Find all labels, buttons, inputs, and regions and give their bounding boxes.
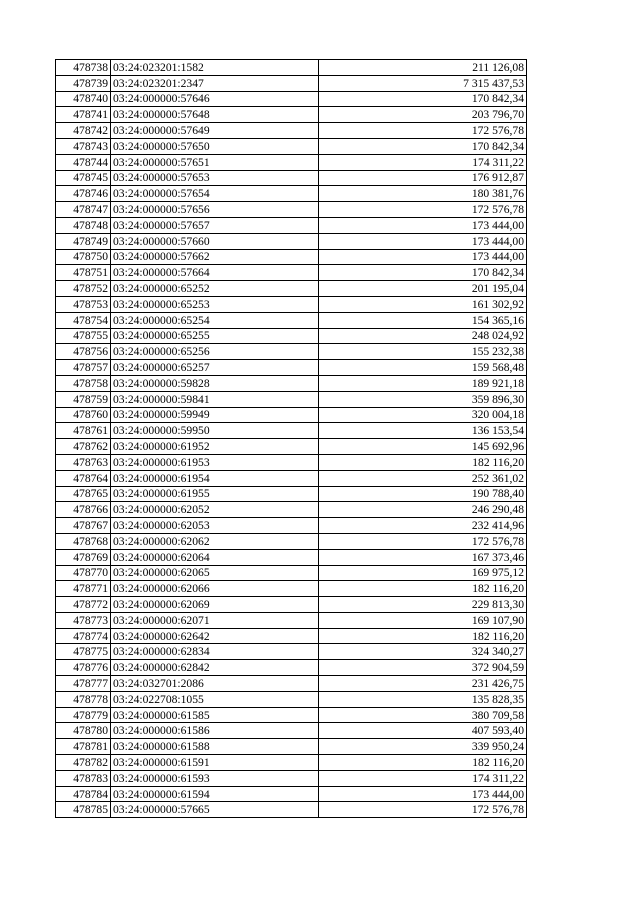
table-row (56, 597, 527, 613)
row-id-cell: 478771 (56, 581, 111, 597)
cadastral-number-cell: 03:24:000000:61594 (111, 786, 319, 802)
row-id-cell: 478766 (56, 502, 111, 518)
row-id-cell: 478749 (56, 233, 111, 249)
row-id-cell: 478784 (56, 786, 111, 802)
cadastral-number-cell: 03:24:000000:59949 (111, 407, 319, 423)
table-row (56, 249, 527, 265)
table-row (56, 454, 527, 470)
value-cell: 172 576,78 (319, 802, 527, 818)
table-row (56, 723, 527, 739)
row-id-cell: 478765 (56, 486, 111, 502)
cadastral-number-cell: 03:24:000000:61591 (111, 755, 319, 771)
cadastral-number-cell: 03:24:000000:62053 (111, 518, 319, 534)
value-cell: 159 568,48 (319, 360, 527, 376)
cadastral-number-cell: 03:24:000000:62842 (111, 660, 319, 676)
cadastral-number-cell: 03:24:023201:2347 (111, 75, 319, 91)
cadastral-number-cell: 03:24:000000:65256 (111, 344, 319, 360)
value-cell: 182 116,20 (319, 755, 527, 771)
cadastral-number-cell: 03:24:000000:57665 (111, 802, 319, 818)
table-row (56, 518, 527, 534)
cadastral-number-cell: 03:24:000000:61586 (111, 723, 319, 739)
cadastral-number-cell: 03:24:000000:65254 (111, 312, 319, 328)
value-cell: 229 813,30 (319, 597, 527, 613)
table-row (56, 739, 527, 755)
table-row (56, 644, 527, 660)
table-row (56, 312, 527, 328)
value-cell: 155 232,38 (319, 344, 527, 360)
table-row (56, 217, 527, 233)
row-id-cell: 478748 (56, 217, 111, 233)
table-row (56, 565, 527, 581)
row-id-cell: 478779 (56, 707, 111, 723)
value-cell: 173 444,00 (319, 217, 527, 233)
row-id-cell: 478759 (56, 391, 111, 407)
table-row (56, 328, 527, 344)
row-id-cell: 478762 (56, 439, 111, 455)
value-cell: 173 444,00 (319, 233, 527, 249)
value-cell: 145 692,96 (319, 439, 527, 455)
cadastral-number-cell: 03:24:000000:62052 (111, 502, 319, 518)
row-id-cell: 478756 (56, 344, 111, 360)
value-cell: 174 311,22 (319, 154, 527, 170)
row-id-cell: 478772 (56, 597, 111, 613)
row-id-cell: 478764 (56, 470, 111, 486)
table-row (56, 470, 527, 486)
row-id-cell: 478783 (56, 770, 111, 786)
cadastral-number-cell: 03:24:000000:62064 (111, 549, 319, 565)
cadastral-number-cell: 03:24:000000:57650 (111, 138, 319, 154)
table-row (56, 691, 527, 707)
cadastral-number-cell: 03:24:000000:62065 (111, 565, 319, 581)
table-row (56, 533, 527, 549)
cadastral-number-cell: 03:24:000000:59841 (111, 391, 319, 407)
row-id-cell: 478755 (56, 328, 111, 344)
cadastral-number-cell: 03:24:000000:57664 (111, 265, 319, 281)
row-id-cell: 478758 (56, 375, 111, 391)
cadastral-number-cell: 03:24:000000:65252 (111, 281, 319, 297)
value-cell: 380 709,58 (319, 707, 527, 723)
table-row (56, 439, 527, 455)
row-id-cell: 478757 (56, 360, 111, 376)
row-id-cell: 478750 (56, 249, 111, 265)
row-id-cell: 478770 (56, 565, 111, 581)
cadastral-number-cell: 03:24:000000:57656 (111, 202, 319, 218)
value-cell: 320 004,18 (319, 407, 527, 423)
cadastral-number-cell: 03:24:000000:61593 (111, 770, 319, 786)
value-cell: 246 290,48 (319, 502, 527, 518)
row-id-cell: 478769 (56, 549, 111, 565)
value-cell: 189 921,18 (319, 375, 527, 391)
value-cell: 172 576,78 (319, 533, 527, 549)
cadastral-number-cell: 03:24:000000:61955 (111, 486, 319, 502)
table-row (56, 60, 527, 76)
row-id-cell: 478739 (56, 75, 111, 91)
table-row (56, 391, 527, 407)
table-row (56, 375, 527, 391)
cadastral-number-cell: 03:24:000000:61952 (111, 439, 319, 455)
value-cell: 173 444,00 (319, 249, 527, 265)
table-row (56, 486, 527, 502)
cadastral-number-cell: 03:24:000000:57651 (111, 154, 319, 170)
value-cell: 135 828,35 (319, 691, 527, 707)
value-cell: 180 381,76 (319, 186, 527, 202)
value-cell: 174 311,22 (319, 770, 527, 786)
cadastral-number-cell: 03:24:000000:62642 (111, 628, 319, 644)
table-row (56, 676, 527, 692)
table-row (56, 186, 527, 202)
cadastral-number-cell: 03:24:000000:62071 (111, 612, 319, 628)
value-cell: 176 912,87 (319, 170, 527, 186)
cadastral-number-cell: 03:24:000000:65253 (111, 296, 319, 312)
cadastral-number-cell: 03:24:000000:61588 (111, 739, 319, 755)
value-cell: 231 426,75 (319, 676, 527, 692)
cadastral-number-cell: 03:24:000000:57649 (111, 123, 319, 139)
value-cell: 232 414,96 (319, 518, 527, 534)
table-row (56, 502, 527, 518)
value-cell: 173 444,00 (319, 786, 527, 802)
row-id-cell: 478775 (56, 644, 111, 660)
row-id-cell: 478761 (56, 423, 111, 439)
table-row (56, 265, 527, 281)
table-row (56, 549, 527, 565)
row-id-cell: 478768 (56, 533, 111, 549)
value-cell: 190 788,40 (319, 486, 527, 502)
table-row (56, 107, 527, 123)
table-row (56, 802, 527, 818)
row-id-cell: 478780 (56, 723, 111, 739)
row-id-cell: 478773 (56, 612, 111, 628)
table-row (56, 707, 527, 723)
value-cell: 359 896,30 (319, 391, 527, 407)
row-id-cell: 478745 (56, 170, 111, 186)
value-cell: 167 373,46 (319, 549, 527, 565)
table-row (56, 628, 527, 644)
cadastral-number-cell: 03:24:000000:57662 (111, 249, 319, 265)
table-row (56, 660, 527, 676)
value-cell: 170 842,34 (319, 138, 527, 154)
value-cell: 324 340,27 (319, 644, 527, 660)
value-cell: 372 904,59 (319, 660, 527, 676)
table-body (56, 60, 527, 818)
row-id-cell: 478782 (56, 755, 111, 771)
table-row (56, 233, 527, 249)
table-row (56, 75, 527, 91)
cadastral-number-cell: 03:24:000000:57654 (111, 186, 319, 202)
cadastral-number-cell: 03:24:000000:57660 (111, 233, 319, 249)
row-id-cell: 478754 (56, 312, 111, 328)
value-cell: 170 842,34 (319, 265, 527, 281)
table-row (56, 423, 527, 439)
row-id-cell: 478747 (56, 202, 111, 218)
value-cell: 172 576,78 (319, 123, 527, 139)
value-cell: 201 195,04 (319, 281, 527, 297)
cadastral-number-cell: 03:24:000000:57657 (111, 217, 319, 233)
table-row (56, 612, 527, 628)
table-row (56, 344, 527, 360)
table-row (56, 360, 527, 376)
table-row (56, 281, 527, 297)
row-id-cell: 478774 (56, 628, 111, 644)
data-table (55, 59, 527, 818)
cadastral-number-cell: 03:24:000000:57646 (111, 91, 319, 107)
value-cell: 211 126,08 (319, 60, 527, 76)
cadastral-number-cell: 03:24:000000:62062 (111, 533, 319, 549)
table-row (56, 123, 527, 139)
value-cell: 407 593,40 (319, 723, 527, 739)
row-id-cell: 478778 (56, 691, 111, 707)
cadastral-number-cell: 03:24:000000:57648 (111, 107, 319, 123)
row-id-cell: 478738 (56, 60, 111, 76)
table-row (56, 170, 527, 186)
value-cell: 248 024,92 (319, 328, 527, 344)
table-row (56, 91, 527, 107)
cadastral-number-cell: 03:24:000000:65255 (111, 328, 319, 344)
row-id-cell: 478740 (56, 91, 111, 107)
value-cell: 161 302,92 (319, 296, 527, 312)
value-cell: 154 365,16 (319, 312, 527, 328)
table-row (56, 154, 527, 170)
value-cell: 203 796,70 (319, 107, 527, 123)
table-row (56, 786, 527, 802)
cadastral-number-cell: 03:24:023201:1582 (111, 60, 319, 76)
cadastral-number-cell: 03:24:000000:57653 (111, 170, 319, 186)
table-row (56, 202, 527, 218)
row-id-cell: 478776 (56, 660, 111, 676)
row-id-cell: 478753 (56, 296, 111, 312)
value-cell: 136 153,54 (319, 423, 527, 439)
value-cell: 169 107,90 (319, 612, 527, 628)
table-row (56, 296, 527, 312)
value-cell: 252 361,02 (319, 470, 527, 486)
row-id-cell: 478744 (56, 154, 111, 170)
row-id-cell: 478751 (56, 265, 111, 281)
table-row (56, 770, 527, 786)
row-id-cell: 478760 (56, 407, 111, 423)
cadastral-number-cell: 03:24:000000:59828 (111, 375, 319, 391)
table-row (56, 138, 527, 154)
value-cell: 7 315 437,53 (319, 75, 527, 91)
row-id-cell: 478746 (56, 186, 111, 202)
table-row (56, 407, 527, 423)
value-cell: 339 950,24 (319, 739, 527, 755)
cadastral-number-cell: 03:24:000000:61954 (111, 470, 319, 486)
table-row (56, 581, 527, 597)
row-id-cell: 478777 (56, 676, 111, 692)
value-cell: 170 842,34 (319, 91, 527, 107)
value-cell: 182 116,20 (319, 581, 527, 597)
cadastral-number-cell: 03:24:000000:62834 (111, 644, 319, 660)
row-id-cell: 478742 (56, 123, 111, 139)
cadastral-number-cell: 03:24:000000:62066 (111, 581, 319, 597)
row-id-cell: 478785 (56, 802, 111, 818)
cadastral-number-cell: 03:24:022708:1055 (111, 691, 319, 707)
row-id-cell: 478752 (56, 281, 111, 297)
cadastral-number-cell: 03:24:000000:62069 (111, 597, 319, 613)
row-id-cell: 478741 (56, 107, 111, 123)
cadastral-number-cell: 03:24:000000:65257 (111, 360, 319, 376)
cadastral-number-cell: 03:24:032701:2086 (111, 676, 319, 692)
row-id-cell: 478763 (56, 454, 111, 470)
cadastral-number-cell: 03:24:000000:59950 (111, 423, 319, 439)
value-cell: 182 116,20 (319, 628, 527, 644)
value-cell: 172 576,78 (319, 202, 527, 218)
cadastral-number-cell: 03:24:000000:61585 (111, 707, 319, 723)
table-row (56, 755, 527, 771)
row-id-cell: 478781 (56, 739, 111, 755)
row-id-cell: 478743 (56, 138, 111, 154)
cadastral-number-cell: 03:24:000000:61953 (111, 454, 319, 470)
value-cell: 169 975,12 (319, 565, 527, 581)
row-id-cell: 478767 (56, 518, 111, 534)
value-cell: 182 116,20 (319, 454, 527, 470)
